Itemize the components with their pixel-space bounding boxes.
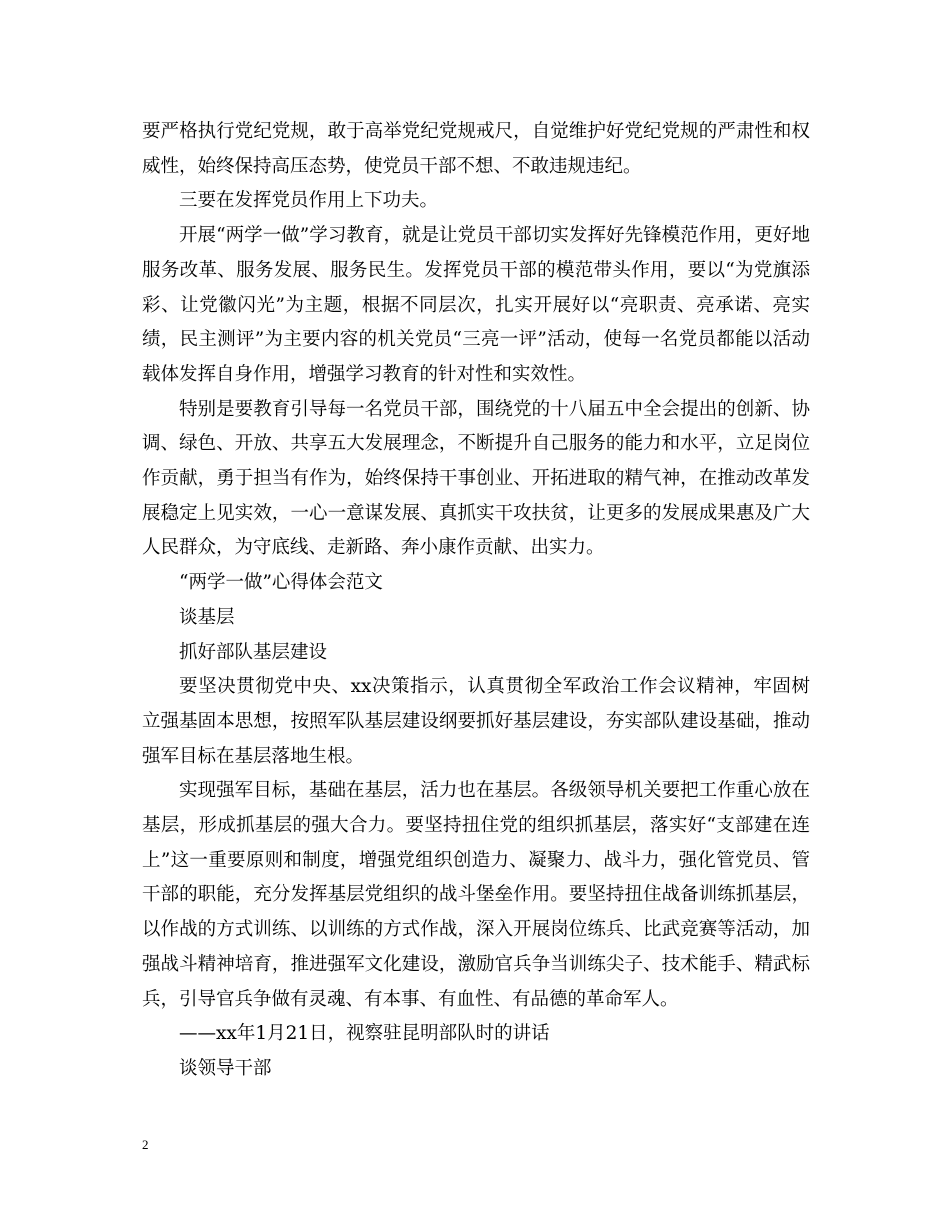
paragraph-2: 开展“两学一做”学习教育，就是让党员干部切实发挥好先锋模范作用，更好地服务改革、服务发展、服务民生。发挥党员干部的模范带头作用，要以“为党旗添彩、让党徽闪光”为主题，根据不同层次，扎实开展好以“亮职责、亮承诺、亮实绩，民主测评”为主要内容的机关党员“三亮一评”活动，使每一名党员都能以活动载体发挥自身作用，增强学习教育的针对性和实效性。	[142, 225, 810, 385]
paragraph-1: 要严格执行党纪党规，敢于高举党纪党规戒尺，自觉维护好党纪党规的严肃性和权威性，始终保持高压态势，使党员干部不想、不敢违规违纪。	[142, 121, 810, 177]
document-title: “两学一做”心得体会范文	[179, 572, 383, 594]
paragraph-4: 要坚决贯彻党中央、xx决策指示，认真贯彻全军政治工作会议精神，牢固树立强基固本思想，按照军队基层建设纲要抓好基层建设，夯实部队建设基础，推动强军目标在基层落地生根。	[142, 676, 810, 767]
paragraph-3: 特别是要教育引导每一名党员干部，围绕党的十八届五中全会提出的创新、协调、绿色、开放、共享五大发展理念，不断提升自己服务的能力和水平，立足岗位作贡献，勇于担当有作为，始终保持干事创业、开拓进取的精气神，在推动改革发展稳定上见实效，一心一意谋发展、真抓实干攻扶贫，让更多的发展成果惠及广大人民群众，为守底线、走新路、奔小康作贡献、出实力。	[142, 398, 810, 559]
subheading-grassroots-building: 抓好部队基层建设	[179, 641, 328, 663]
topic-heading-leaders: 谈领导干部	[179, 1057, 272, 1079]
source-citation: ——xx年1月21日，视察驻昆明部队时的讲话	[179, 1023, 550, 1045]
paragraph-5: 实现强军目标，基础在基层，活力也在基层。各级领导机关要把工作重心放在基层，形成抓基层的强大合力。要坚持扭住党的组织抓基层，落实好“支部建在连上”这一重要原则和制度，增强党组织创造力、凝聚力、战斗力，强化管党员、管干部的职能，充分发挥基层党组织的战斗堡垒作用。要坚持扭住战备训练抓基层，以作战的方式训练、以训练的方式作战，深入开展岗位练兵、比武竞赛等活动，加强战斗精神培育，推进强军文化建设，激励官兵争当训练尖子、技术能手、精武标兵，引导官兵争做有灵魂、有本事、有血性、有品德的革命军人。	[142, 780, 810, 1010]
page-body	[142, 115, 810, 1087]
page-number: 2	[142, 1137, 149, 1152]
topic-heading-grassroots: 谈基层	[179, 606, 235, 628]
section-heading-3: 三要在发挥党员作用上下功夫。	[179, 190, 439, 212]
